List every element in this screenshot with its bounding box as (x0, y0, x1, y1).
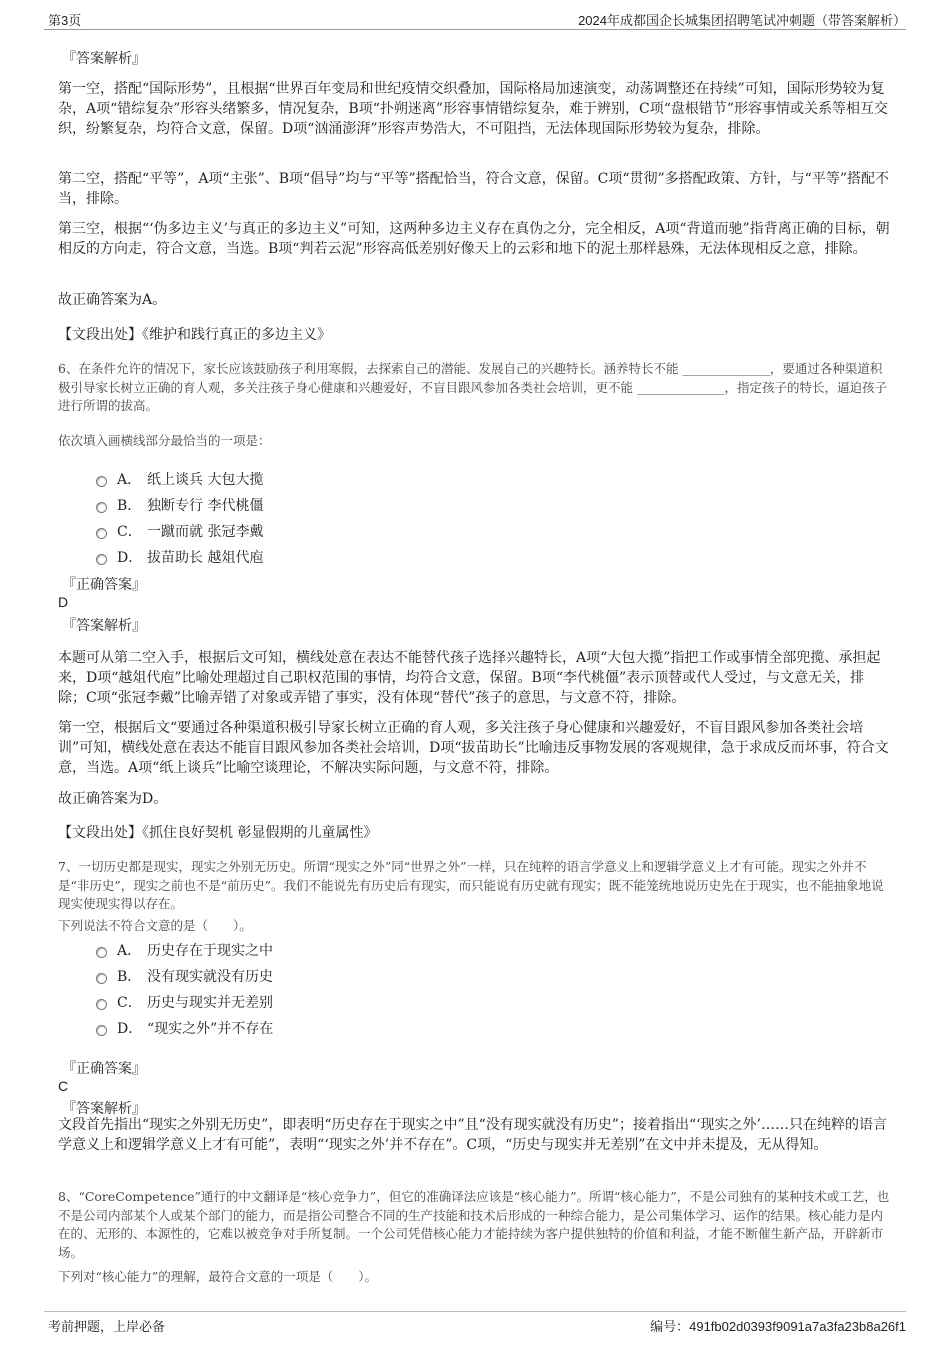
code-value: 491fb02d0393f9091a7a3fa23b8a26f1 (689, 1319, 906, 1334)
option-text: 独断专行 李代桃僵 (147, 498, 264, 514)
footer-divider (44, 1311, 906, 1312)
q6-stem: 6、在条件允许的情况下，家长应该鼓励孩子利用寒假，去探索自己的潜能、发展自己的兴趣特长。涵养特长不能 ______________，要通过各种渠道积极引导家长树立正确的育人观，多关注孩子身心健康和兴趣爱好，不盲目跟风参加各类社会培训，更不能 ______________，指定孩子的特长，逼迫孩子进行所谓的拔高。 (58, 361, 887, 413)
q5-analysis-para2: 第二空，搭配“平等”，A项“主张”、B项“倡导”均与“平等”搭配恰当，符合文意，保留。C项“贯彻”多搭配政策、方针，与“平等”搭配不当，排除。 (58, 171, 889, 207)
q6-correct-answer: D (58, 594, 69, 610)
q7-analysis-label: 『答案解析』 (62, 1101, 146, 1117)
q7-correct-label: 『正确答案』 (62, 1061, 146, 1077)
q5-analysis-para1: 第一空，搭配“国际形势”，且根据“世界百年变局和世纪疫情交织叠加，国际格局加速演变，动荡调整还在持续”可知，国际形势较为复杂，A项“错综复杂”形容头绪繁多，情况复杂，B项“扑朔迷离”形容事情错综复杂，难于辨别，C项“盘根错节”形容事情或关系等相互交织，纷繁复杂，均符合文意，保留。D项“汹涌澎湃”形容声势浩大，不可阻挡，无法体现国际形势较为复杂，排除。 (58, 81, 889, 137)
document-title: 2024年成都国企长城集团招聘笔试冲刺题（带答案解析） (578, 13, 906, 28)
q6-option-a[interactable] (96, 469, 263, 489)
radio-icon[interactable] (96, 947, 107, 958)
q7-option-a[interactable] (96, 940, 273, 960)
q7-correct-answer: C (58, 1078, 69, 1094)
q8-prompt: 下列对“核心能力”的理解，最符合文意的一项是（ ）。 (58, 1269, 378, 1284)
q7-option-b[interactable] (96, 966, 273, 986)
option-letter: D． (117, 1021, 143, 1037)
q6-analysis-label: 『答案解析』 (62, 618, 146, 634)
q7-option-c[interactable] (96, 992, 273, 1012)
q6-option-c[interactable] (96, 521, 263, 541)
radio-icon[interactable] (96, 1025, 107, 1036)
option-text: “现实之外”并不存在 (147, 1021, 274, 1037)
header-divider (44, 29, 906, 30)
q6-analysis-para1: 本题可从第二空入手，根据后文可知，横线处意在表达不能替代孩子选择兴趣特长，A项“大包大揽”指把工作或事情全部兜揽、承担起来，D项“越俎代庖”比喻处理超过自己职权范围的事情，均符合文意，保留。B项“李代桃僵”表示顶替或代人受过，与文意无关，排除；C项“张冠李戴”比喻弄错了对象或弄错了事实，没有体现“替代”孩子的意思，与文意不符，排除。 (58, 650, 881, 706)
q6-option-d[interactable] (96, 547, 263, 567)
option-text: 纸上谈兵 大包大揽 (147, 472, 264, 488)
document-code (650, 1316, 906, 1335)
q6-prompt: 依次填入画横线部分最恰当的一项是： (58, 433, 271, 448)
option-letter: A． (117, 943, 142, 959)
code-label: 编号： (650, 1320, 690, 1335)
q5-analysis-label: 『答案解析』 (62, 51, 146, 67)
option-letter: B． (117, 498, 142, 514)
q7-prompt: 下列说法不符合文意的是（ ）。 (58, 918, 252, 933)
q7-analysis-para1: 文段首先指出“现实之外别无历史”，即表明“历史存在于现实之中”且“没有现实就没有历史”；接着指出“‘现实之外’……只在纯粹的语言学意义上和逻辑学意义上才有可能”，表明“‘现实之外’并不存在”。C项，“历史与现实并无差别”在文中并未提及，无从得知。 (58, 1117, 887, 1153)
option-text: 没有现实就没有历史 (147, 969, 273, 985)
q6-option-b[interactable] (96, 495, 263, 515)
radio-icon[interactable] (96, 999, 107, 1010)
radio-icon[interactable] (96, 476, 107, 487)
option-text: 一蹴而就 张冠李戴 (147, 524, 264, 540)
q7-stem: 7、一切历史都是现实，现实之外别无历史。所谓“现实之外”同“世界之外”一样，只在纯粹的语言学意义上和逻辑学意义上才有可能。现实之外并不是“非历史”，现实之前也不是“前历史”。我们不能说先有历史后有现实，而只能说有历史就有现实；既不能笼统地说历史先在于现实，也不能抽象地说现实使现实得以存在。 (58, 859, 884, 911)
q5-conclusion: 故正确答案为A。 (58, 292, 167, 308)
radio-icon[interactable] (96, 528, 107, 539)
option-text: 历史存在于现实之中 (147, 943, 273, 959)
option-text: 拔苗助长 越俎代庖 (147, 550, 264, 566)
q7-option-d[interactable] (96, 1018, 273, 1038)
page-number: 第3页 (48, 13, 82, 28)
q5-source: 【文段出处】《维护和践行真正的多边主义》 (58, 327, 331, 343)
radio-icon[interactable] (96, 502, 107, 513)
q8-stem: 8、“CoreCompetence”通行的中文翻译是“核心竞争力”，但它的准确译法应该是“核心能力”。所谓“核心能力”，不是公司独有的某种技术或工艺，也不是公司内部某个人或某个部门的能力，而是指公司整合不同的生产技能和技术后形成的一种综合能力，是公司集体学习、运作的结果。核心能力是内在的、无形的、本源性的，它难以被竞争对手所复制。一个公司凭借核心能力才能持续为客户提供独特的价值和利益，才能不断催生新产品，开辟新市场。 (58, 1189, 890, 1260)
option-text: 历史与现实并无差别 (147, 995, 273, 1011)
option-letter: B． (117, 969, 142, 985)
radio-icon[interactable] (96, 554, 107, 565)
option-letter: C． (117, 524, 142, 540)
q6-correct-label: 『正确答案』 (62, 577, 146, 593)
q5-analysis-para3: 第三空，根据“‘伪多边主义’与真正的多边主义”可知，这两种多边主义存在真伪之分，完全相反，A项“背道而驰”指背离正确的目标，朝相反的方向走，符合文意，当选。B项“判若云泥”形容高低差别好像天上的云彩和地下的泥土那样悬殊，无法体现相反之意，排除。 (58, 221, 890, 257)
option-letter: D． (117, 550, 143, 566)
option-letter: C． (117, 995, 142, 1011)
q6-source: 【文段出处】《抓住良好契机 彰显假期的儿童属性》 (58, 825, 378, 841)
option-letter: A． (117, 472, 142, 488)
footer-slogan: 考前押题，上岸必备 (48, 1320, 166, 1335)
q6-conclusion: 故正确答案为D。 (58, 791, 168, 807)
radio-icon[interactable] (96, 973, 107, 984)
q6-analysis-para2: 第一空，根据后文“要通过各种渠道积极引导家长树立正确的育人观，多关注孩子身心健康和兴趣爱好，不盲目跟风参加各类社会培训”可知，横线处意在表达不能盲目跟风参加各类社会培训，D项“拔苗助长”比喻违反事物发展的客观规律，急于求成反而坏事，符合文意，当选。A项“纸上谈兵”比喻空谈理论，不解决实际问题，与文意不符，排除。 (58, 720, 889, 776)
